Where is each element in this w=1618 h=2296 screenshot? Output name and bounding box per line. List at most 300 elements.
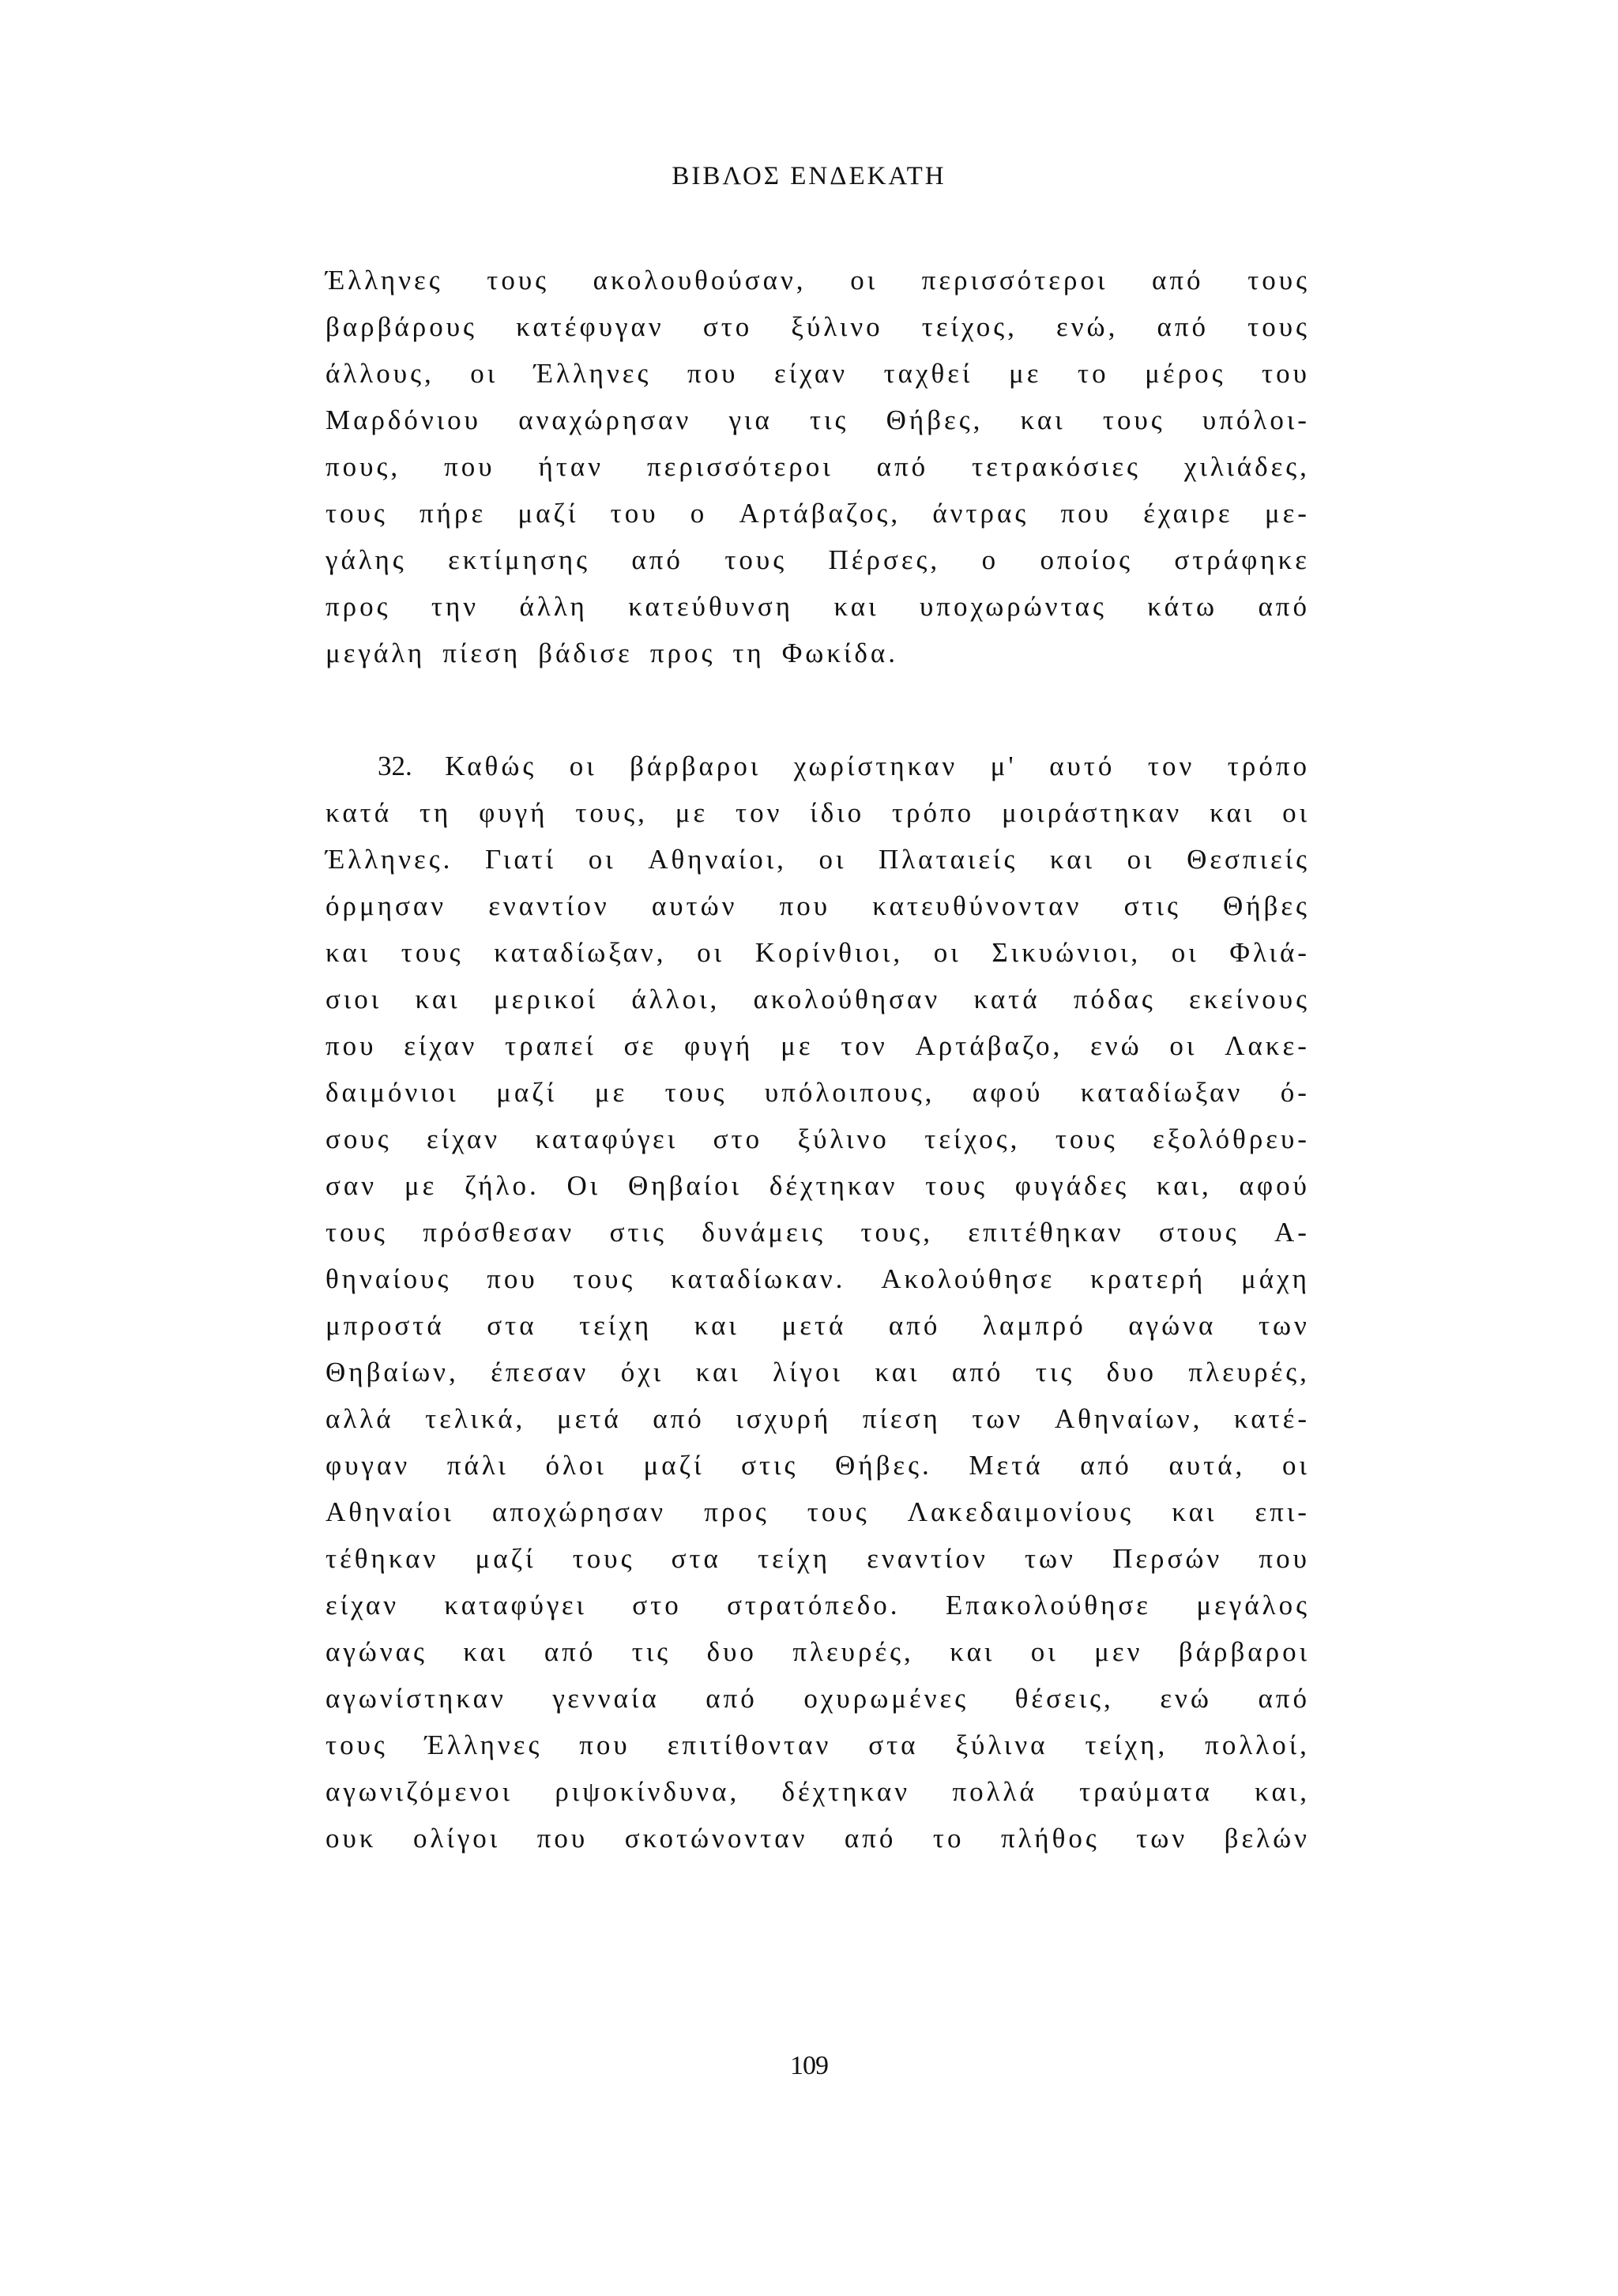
word: είχαν: [774, 358, 849, 389]
word: που: [579, 1730, 630, 1760]
text-line: [325, 630, 1310, 676]
word: οι: [1281, 1450, 1310, 1481]
word: αγώνα: [1128, 1310, 1217, 1341]
word: έχαιρε: [1143, 498, 1233, 529]
word: προς: [649, 638, 716, 668]
word: και: [694, 1310, 739, 1341]
word: υπόλοιπους,: [764, 1077, 935, 1108]
word: δέχτηκαν: [769, 1170, 898, 1201]
word: από: [1152, 265, 1204, 295]
word: που: [487, 1263, 538, 1294]
word: οι: [569, 751, 597, 781]
word: ενώ: [1090, 1030, 1142, 1061]
word: υποχωρώντας: [919, 591, 1107, 622]
word: τείχος,: [924, 1124, 1021, 1154]
word: τους: [325, 498, 388, 529]
word: Γιατί: [484, 844, 557, 875]
word: κατευθύνονταν: [872, 890, 1082, 921]
text-line: [325, 1116, 1310, 1162]
word: οι: [588, 844, 616, 875]
word: των: [1024, 1543, 1076, 1574]
word: στράφηκε: [1174, 544, 1310, 575]
word: τους: [1247, 265, 1310, 295]
word: είχαν: [404, 1030, 478, 1061]
word: μαζί: [517, 498, 579, 529]
text-line: [325, 929, 1310, 976]
word: και: [1049, 844, 1095, 875]
word: έπεσαν: [491, 1357, 589, 1387]
word: μοιράστηκαν: [1002, 797, 1183, 828]
word: που: [779, 890, 831, 921]
word: οποίος: [1040, 544, 1133, 575]
text-line: [325, 789, 1310, 836]
word: κατά: [973, 984, 1040, 1014]
word: εναντίον: [488, 890, 610, 921]
word: δυο: [706, 1636, 757, 1667]
word: προς: [704, 1496, 769, 1527]
word: φυγή: [683, 1030, 754, 1061]
word: πήρε: [420, 498, 487, 529]
word: στις: [609, 1217, 667, 1248]
word: κατέφυγαν: [516, 311, 664, 342]
word: με: [1009, 358, 1042, 389]
text-line: [325, 1442, 1310, 1489]
word: τέθηκαν: [325, 1543, 439, 1574]
word: δυνάμεις: [702, 1217, 826, 1248]
word: όλοι: [545, 1450, 607, 1481]
word: εξολόθρευ-: [1153, 1124, 1310, 1154]
word: σιοι: [325, 984, 382, 1014]
word: Έλληνες: [424, 1730, 543, 1760]
word: περισσότεροι: [647, 451, 833, 482]
word: με: [675, 797, 709, 828]
word: στους: [1158, 1217, 1240, 1248]
word: σε: [623, 1030, 657, 1061]
word: βάδισε: [538, 638, 633, 668]
word: ταχθεί: [883, 358, 973, 389]
word: όχι: [620, 1357, 664, 1387]
word: στα: [671, 1543, 721, 1574]
word: από: [706, 1683, 758, 1714]
word: αναχώρησαν: [518, 405, 692, 435]
word: τραύματα: [1079, 1776, 1213, 1807]
word: και: [833, 591, 879, 622]
word: ακολούθησαν: [753, 984, 941, 1014]
word: πάλι: [446, 1450, 509, 1481]
text-line: [325, 1628, 1310, 1675]
word: μαζί: [643, 1450, 705, 1481]
word: από: [631, 544, 683, 575]
text-line: [325, 583, 1310, 630]
word: Θεσπιείς: [1187, 844, 1310, 875]
word: Έλληνες: [533, 358, 652, 389]
word: στρατόπεδο.: [727, 1590, 901, 1620]
word: από: [653, 1403, 705, 1434]
word: μ': [990, 751, 1017, 781]
word: προς: [325, 591, 391, 622]
word: οι: [933, 937, 961, 968]
word: Αθηναίοι,: [648, 844, 787, 875]
word: Πλαταιείς: [878, 844, 1018, 875]
word: αυτό: [1049, 751, 1116, 781]
word: καταφύγει: [444, 1590, 587, 1620]
word: άλλοι,: [631, 984, 721, 1014]
word: Ακολούθησε: [881, 1263, 1055, 1294]
word: επι-: [1255, 1496, 1310, 1527]
text-line: [325, 536, 1310, 583]
word: τους: [807, 1496, 870, 1527]
word: βάρβαροι: [630, 751, 762, 781]
word: από: [1080, 1450, 1132, 1481]
word: Α-: [1274, 1217, 1310, 1248]
word: από: [1258, 1683, 1310, 1714]
word: τους: [925, 1170, 988, 1201]
word: μετά: [781, 1310, 847, 1341]
section-number: 32.: [378, 751, 412, 781]
text-line: [325, 1209, 1310, 1255]
word: Φλιά-: [1229, 937, 1310, 968]
word: μπροστά: [325, 1310, 445, 1341]
word: κατέ-: [1233, 1403, 1310, 1434]
word: φυγαν: [325, 1450, 411, 1481]
word: που: [444, 451, 495, 482]
word: από: [876, 451, 929, 482]
word: θηναίους: [325, 1263, 452, 1294]
word: τρόπο: [891, 797, 975, 828]
word: με-: [1264, 498, 1310, 529]
word: βάρβαροι: [1178, 1636, 1310, 1667]
word: καταδίωξαν: [1080, 1077, 1244, 1108]
word: και: [1020, 405, 1066, 435]
word: τη: [419, 797, 452, 828]
text-line: [325, 883, 1310, 929]
word: τους: [724, 544, 788, 575]
word: Περσών: [1112, 1543, 1223, 1574]
text-line: [325, 836, 1310, 883]
word: που: [687, 358, 739, 389]
word: τραπεί: [505, 1030, 596, 1061]
word: Οι: [566, 1170, 601, 1201]
word: τους: [1055, 1124, 1118, 1154]
word: ενώ: [1160, 1683, 1212, 1714]
text-line: [325, 1162, 1310, 1209]
word: χωρίστηκαν: [793, 751, 958, 781]
word: από: [1258, 591, 1310, 622]
word: πλευρές,: [792, 1636, 914, 1667]
text-line: [325, 1768, 1310, 1815]
word: σους: [325, 1124, 392, 1154]
word: πίεση: [862, 1403, 941, 1434]
text-line: [325, 1489, 1310, 1535]
word: περισσότεροι: [921, 265, 1108, 295]
text-line: [325, 303, 1310, 350]
word: μέρος: [1145, 358, 1226, 389]
word: γενναία: [552, 1683, 660, 1714]
text-line: [325, 1815, 1310, 1861]
word: κρατερή: [1090, 1263, 1206, 1294]
word: μεγάλη: [325, 638, 426, 668]
word: καταδίωκαν.: [671, 1263, 846, 1294]
word: ίδιο: [810, 797, 865, 828]
word: μαζί: [475, 1543, 536, 1574]
word: ήταν: [538, 451, 604, 482]
word: του: [610, 498, 659, 529]
running-head: ΒΙΒΛΟΣ ΕΝΔΕΚΑΤΗ: [672, 162, 946, 190]
word: και,: [1255, 1776, 1310, 1807]
word: Θήβες,: [886, 405, 984, 435]
word: που: [1060, 498, 1112, 529]
word: κατεύθυνση: [628, 591, 794, 622]
word: Θήβες: [1222, 890, 1310, 921]
word: με: [781, 1030, 814, 1061]
word: τις: [631, 1636, 672, 1667]
text-line: [325, 1535, 1310, 1582]
word: αφού: [1239, 1170, 1310, 1201]
word: με: [594, 1077, 628, 1108]
word: την: [431, 591, 480, 622]
word: Σικυώνιοι,: [991, 937, 1142, 968]
word: Πέρσες,: [828, 544, 941, 575]
word: μεν: [1094, 1636, 1143, 1667]
word: υπόλοι-: [1202, 405, 1310, 435]
word: θέσεις,: [1014, 1683, 1114, 1714]
word: τους: [487, 265, 550, 295]
word: κατά: [325, 797, 393, 828]
word: δαιμόνιοι: [325, 1077, 459, 1108]
word: τους: [325, 1217, 388, 1248]
word: και: [875, 1357, 920, 1387]
word: ο: [981, 544, 999, 575]
word: τους: [664, 1077, 728, 1108]
word: εκτίμησης: [448, 544, 590, 575]
word: από: [951, 1357, 1004, 1387]
word: οι: [1030, 1636, 1059, 1667]
word: οχυρωμένες: [803, 1683, 969, 1714]
word: δέχτηκαν: [781, 1776, 911, 1807]
word: γάλης: [325, 544, 407, 575]
word: τον: [736, 797, 783, 828]
word: αγωνιζόμενοι: [325, 1776, 514, 1807]
word: πίεση: [442, 638, 521, 668]
word: βελών: [1224, 1823, 1310, 1854]
word: τείχη: [758, 1543, 831, 1574]
word: Αρτάβαζο,: [915, 1030, 1063, 1061]
word: ακολουθούσαν,: [593, 265, 807, 295]
word: πους,: [325, 451, 401, 482]
word: και: [463, 1636, 509, 1667]
word: Φωκίδα.: [781, 638, 898, 668]
word: οι: [1282, 797, 1310, 828]
word: στις: [1123, 890, 1181, 921]
word: και: [1210, 797, 1255, 828]
word: το: [932, 1823, 965, 1854]
text-line: [325, 1395, 1310, 1442]
word: τους: [1247, 311, 1310, 342]
word: τους: [401, 937, 464, 968]
word: αυτών: [651, 890, 738, 921]
word: πολλοί,: [1205, 1730, 1310, 1760]
word: ολίγοι: [412, 1823, 501, 1854]
word: Θηβαίοι: [627, 1170, 743, 1201]
word: επιτέθηκαν: [968, 1217, 1124, 1248]
word: κάτω: [1147, 591, 1218, 622]
word: Μαρδόνιου: [325, 405, 481, 435]
word: μεγάλος: [1196, 1590, 1310, 1620]
word: τον: [1147, 751, 1195, 781]
word: που: [1259, 1543, 1310, 1574]
word: Αθηναίοι: [325, 1496, 454, 1527]
word: αγωνίστηκαν: [325, 1683, 506, 1714]
word: καταδίωξαν,: [494, 937, 667, 968]
word: Καθώς: [445, 751, 537, 781]
word: οι: [1171, 937, 1199, 968]
word: οι: [850, 265, 879, 295]
word: και: [950, 1636, 995, 1667]
word: οι: [1169, 1030, 1198, 1061]
word: Κορίνθιοι,: [754, 937, 904, 968]
word: οι: [1127, 844, 1155, 875]
word: τους: [325, 1730, 388, 1760]
word: Μετά: [969, 1450, 1044, 1481]
word: των: [1258, 1310, 1310, 1341]
word: τους,: [860, 1217, 933, 1248]
word: Έλληνες: [325, 265, 443, 295]
word: μετά: [556, 1403, 622, 1434]
word: τους: [573, 1263, 636, 1294]
word: τους,: [575, 797, 648, 828]
word: που: [325, 1030, 377, 1061]
word: και: [325, 937, 371, 968]
word: Λακεδαιμονίους: [907, 1496, 1134, 1527]
word: λαμπρό: [983, 1310, 1086, 1341]
word: και: [695, 1357, 741, 1387]
word: πρόσθεσαν: [423, 1217, 575, 1248]
word: τις: [1035, 1357, 1075, 1387]
word: πόδας: [1073, 984, 1156, 1014]
word: όρμησαν: [325, 890, 447, 921]
word: στις: [741, 1450, 799, 1481]
word: Θήβες.: [835, 1450, 932, 1481]
word: χιλιάδες,: [1183, 451, 1310, 482]
word: οι: [470, 358, 499, 389]
text-line: [325, 1582, 1310, 1628]
word: είχαν: [325, 1590, 400, 1620]
word: ξύλινα: [955, 1730, 1048, 1760]
word: αποχώρησαν: [491, 1496, 667, 1527]
word: οι: [818, 844, 847, 875]
word: στα: [487, 1310, 537, 1341]
word: στο: [632, 1590, 682, 1620]
word: ριψοκίνδυνα,: [555, 1776, 740, 1807]
text-line: [325, 1722, 1310, 1768]
word: τείχη: [579, 1310, 653, 1341]
word: αγώνας: [325, 1636, 427, 1667]
word: αφού: [972, 1077, 1044, 1108]
word: τις: [810, 405, 849, 435]
word: σκοτώνονταν: [624, 1823, 808, 1854]
word: τετρακόσιες: [972, 451, 1141, 482]
word: τους: [572, 1543, 635, 1574]
word: επιτίθονταν: [667, 1730, 832, 1760]
word: το: [1078, 358, 1109, 389]
word: ό-: [1280, 1077, 1310, 1108]
word: δυο: [1106, 1357, 1157, 1387]
word: είχαν: [427, 1124, 501, 1154]
text-line: [325, 1069, 1310, 1116]
word: με: [404, 1170, 438, 1201]
word: των: [972, 1403, 1024, 1434]
word: τη: [732, 638, 765, 668]
word: βαρβάρους: [325, 311, 477, 342]
text-line: [325, 1675, 1310, 1722]
text-line: [325, 397, 1310, 443]
word: ξύλινο: [791, 311, 883, 342]
word: τείχη,: [1085, 1730, 1168, 1760]
text-line: [325, 976, 1310, 1022]
word: Επακολούθησε: [945, 1590, 1151, 1620]
word: μάχη: [1241, 1263, 1310, 1294]
word: αλλά: [325, 1403, 394, 1434]
word: εναντίον: [867, 1543, 988, 1574]
word: σαν: [325, 1170, 378, 1201]
word: που: [536, 1823, 589, 1854]
word: για: [728, 405, 773, 435]
word: από: [544, 1636, 596, 1667]
word: του: [1262, 358, 1310, 389]
word: ενώ,: [1056, 311, 1119, 342]
word: τους: [1102, 405, 1165, 435]
word: ισχυρή: [736, 1403, 832, 1434]
word: λίγοι: [773, 1357, 843, 1387]
word: Έλληνες.: [325, 844, 453, 875]
word: τρόπο: [1227, 751, 1310, 781]
text-line-first: [325, 743, 1310, 789]
word: αυτά,: [1168, 1450, 1246, 1481]
word: ξύλινο: [797, 1124, 890, 1154]
word: μαζί: [496, 1077, 558, 1108]
word: άλλους,: [325, 358, 435, 389]
word: ζήλο.: [465, 1170, 540, 1201]
word: φυγάδες: [1014, 1170, 1130, 1201]
text-line: [325, 1255, 1310, 1302]
word: τελικά,: [425, 1403, 526, 1434]
word: των: [1136, 1823, 1188, 1854]
text-line: [325, 1349, 1310, 1395]
text-line: [325, 1022, 1310, 1069]
word: πολλά: [952, 1776, 1037, 1807]
text-line: [325, 1302, 1310, 1349]
word: και: [1172, 1496, 1217, 1527]
word: Θηβαίων,: [325, 1357, 459, 1387]
word: ο: [690, 498, 708, 529]
word: στα: [868, 1730, 919, 1760]
text-line: [325, 257, 1310, 303]
word: τον: [841, 1030, 888, 1061]
page-number: 109: [790, 2051, 828, 2080]
word: και: [415, 984, 461, 1014]
word: από: [844, 1823, 897, 1854]
paragraph-2: [325, 743, 1310, 1861]
word: ουκ: [325, 1823, 377, 1854]
word: από: [1157, 311, 1209, 342]
word: Αρτάβαζος,: [739, 498, 901, 529]
text-line: [325, 490, 1310, 536]
word: τείχος,: [921, 311, 1018, 342]
word: οι: [697, 937, 725, 968]
word: πλευρές,: [1188, 1357, 1310, 1387]
paragraph-1: [325, 257, 1310, 676]
word: από: [888, 1310, 941, 1341]
